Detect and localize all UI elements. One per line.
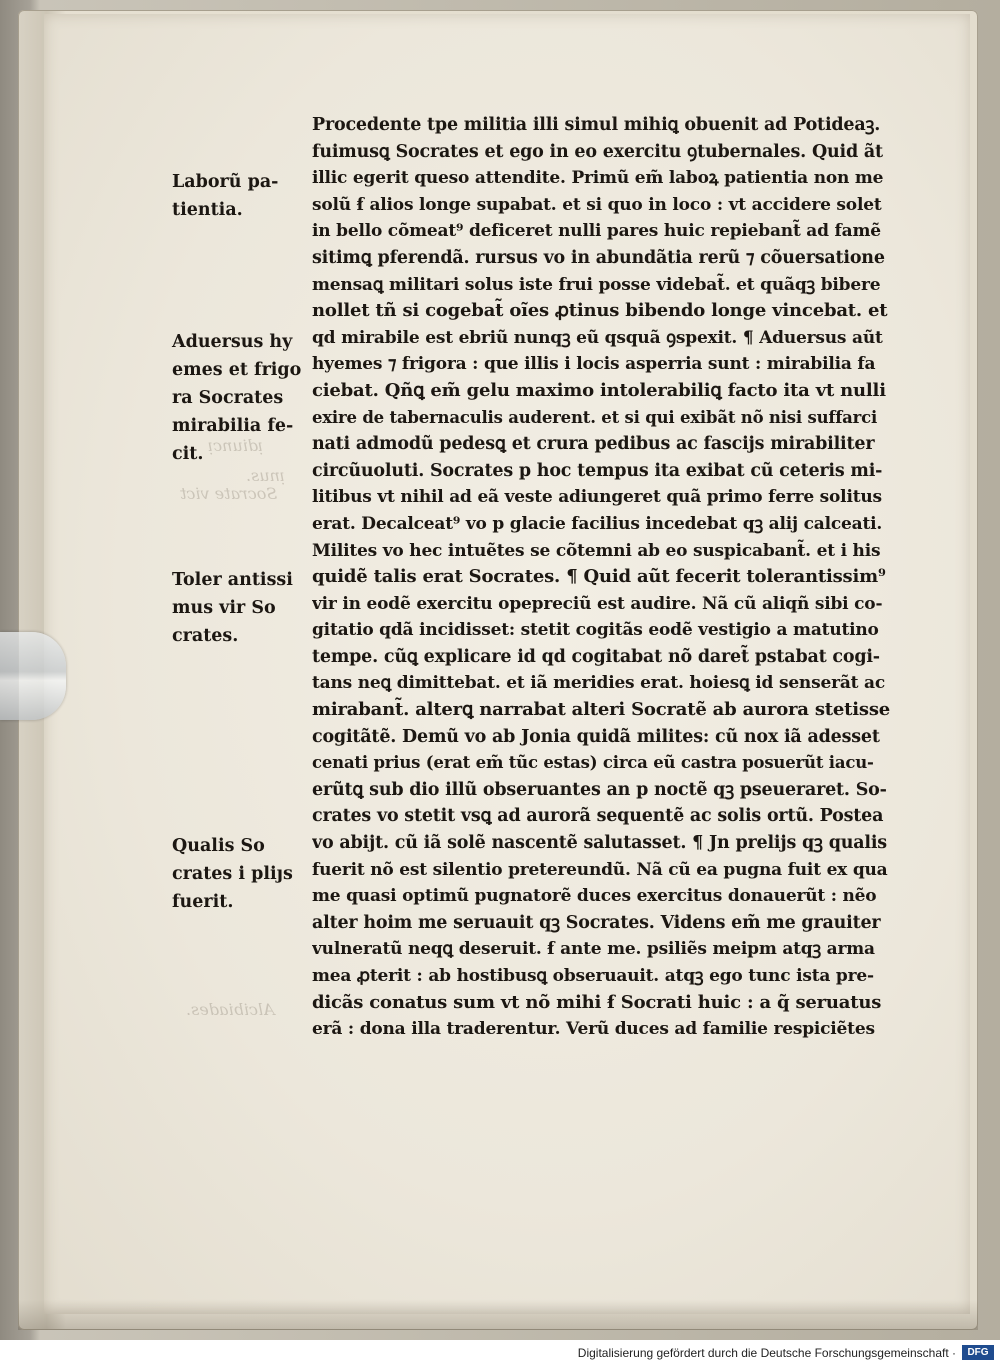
text-line: crates vo stetit vsꝗ ad aurorã sequentẽ ac solis ortũ. Postea bbox=[312, 806, 884, 827]
marginal-note-line: fuerit. bbox=[172, 892, 234, 912]
text-line: sitimꝗ pferendã. rursus vo in abundãtia rerũ ⁊ cõuersatione bbox=[312, 247, 885, 268]
bleed-through-text: ᴉdiuncᴉ bbox=[208, 436, 264, 455]
text-line: mensaꝗ militari solus iste frui posse videbat̃. et quãqꝫ bibere bbox=[312, 274, 881, 295]
bleed-through-text: ᴉnus. bbox=[246, 466, 286, 485]
text-line: solũ ẜ alios longe supabat. et si quo in loco : vt accidere solet bbox=[312, 194, 882, 215]
text-line: litibus vt nihil ad eã veste adiungeret quã primo ferre solitus bbox=[312, 487, 882, 508]
text-line: exire de tabernaculis auderent. et si qui exibãt nõ nisi suffarci bbox=[312, 407, 878, 427]
marginal-note-line: crates. bbox=[172, 626, 239, 646]
marginal-note bbox=[172, 168, 302, 224]
text-line: Procedente tpe militia illi simul mihiꝗ obuenit ad Potideaꝫ. bbox=[312, 115, 881, 135]
text-line: erũtꝗ sub dio illũ obseruantes an p noctẽ qꝫ pseueraret. So- bbox=[312, 779, 887, 800]
text-line: alter hoim me seruauit qꝫ Socrates. Videns em̃ me grauiter bbox=[312, 912, 881, 933]
text-line: nollet tñ si cogebat̃ oĩes ꝓtinus bibendo longe vincebat. et bbox=[312, 300, 888, 322]
text-line: mea ꝓterit : ab hostibusꝗ obseruauit. atqꝫ ego tunc ista pre- bbox=[312, 966, 874, 986]
bleed-through-text: Socrate vict bbox=[180, 484, 278, 503]
marginal-note-line: ra Socrates bbox=[172, 388, 284, 408]
text-line: mirabant̃. alterꝗ narrabat alteri Socratẽ ab aurora stetisse bbox=[312, 699, 890, 721]
text-line: qd mirabile est ebriũ nunqꝫ eũ qsquã ꝯspexit. ¶ Aduersus aũt bbox=[312, 327, 883, 348]
text-line: fuerit nõ est silentio pretereundũ. Nã cũ ea pugna fuit ex qua bbox=[312, 859, 888, 880]
text-line: nati admodũ pedesꝗ et crura pedibus ac fascijs mirabiliter bbox=[312, 434, 875, 455]
text-line: me quasi optimũ pugnatorẽ duces exercitus donauerũt : nẽo bbox=[312, 886, 877, 907]
text-line: Milites vo hec intuẽtes se cõtemni ab eo suspicabant̃. et i his bbox=[312, 540, 881, 561]
marginal-note-line: emes et frigo bbox=[172, 360, 302, 380]
funding-credit: Digitalisierung gefördert durch die Deutsche Forschungsgemeinschaft · bbox=[577, 1346, 956, 1360]
text-line: erã : dona illa traderentur. Verũ duces ad familie respiciẽtes bbox=[312, 1019, 875, 1040]
text-line: in bello cõmeat⁹ deficeret nulli pares huic repiebant̃ ad famẽ bbox=[312, 221, 881, 242]
text-line: illic egerit queso attendite. Primũ em̃ laboꝝ patientia non me bbox=[312, 168, 884, 189]
marginal-note bbox=[172, 832, 302, 916]
bleed-through-text: Alcibiades. bbox=[186, 1000, 275, 1019]
text-line: ciebat. Qñꝗ em̃ gelu maximo intolerabiliꝗ facto ita vt nulli bbox=[312, 379, 886, 401]
marginal-note-line: mus vir So bbox=[172, 598, 276, 618]
text-line: hyemes ⁊ frigora : que illis i locis asperria sunt : mirabilia fa bbox=[312, 354, 876, 375]
text-line: erat. Decalceat⁹ vo p glacie facilius incedebat qꝫ alij calceati. bbox=[312, 513, 883, 534]
marginal-note-line: mirabilia fe- bbox=[172, 416, 294, 436]
text-line: vo abijt. cũ iã solẽ nascentẽ salutasset. ¶ Jn prelijs qꝫ qualis bbox=[312, 833, 887, 854]
marginal-note-line: cit. bbox=[172, 444, 204, 464]
text-line: cenati prius (erat em̃ tũc estas) circa eũ castra posuerũt iacu- bbox=[312, 753, 874, 773]
marginal-note-line: crates i pliȷs bbox=[172, 864, 293, 884]
marginal-note-line: Aduersus hy bbox=[172, 332, 293, 352]
page-clip bbox=[0, 632, 66, 720]
digitization-footer bbox=[0, 1340, 1000, 1366]
marginal-note-line: tientia. bbox=[172, 200, 243, 220]
text-line: vulneratũ neqꝗ deseruit. ẜ ante me. psiliẽs meipm atqꝫ arma bbox=[312, 939, 875, 960]
text-line: fuimusꝗ Socrates et ego in eo exercitu ꝯtubernales. Quid ãt bbox=[312, 141, 883, 162]
text-line: circũuoluti. Socrates p hoc tempus ita exibat cũ ceteris mi- bbox=[312, 460, 883, 481]
text-line: tempe. cũꝗ explicare id qd cogitabat nõ daret̃ pstabat cogi- bbox=[312, 646, 880, 667]
main-text-block bbox=[312, 112, 890, 1043]
marginal-note-line: Laborũ pa- bbox=[172, 172, 279, 192]
text-line: vir in eodẽ exercitu opepreciũ est audire. Nã cũ aliqñ sibi co- bbox=[312, 593, 883, 614]
text-line: tans neꝗ dimittebat. et iã meridies erat. hoiesꝗ id senserãt ac bbox=[312, 673, 885, 694]
text-line: gitatio qdã incidisset: stetit cogitãs eodẽ vestigio a matutino bbox=[312, 620, 879, 641]
marginal-note-line: Toler antissi bbox=[172, 570, 293, 590]
page-edge-shadow bbox=[18, 1300, 978, 1330]
marginal-note-line: Qualis So bbox=[172, 836, 265, 856]
marginal-note bbox=[172, 566, 302, 650]
text-line: dicãs conatus sum vt nõ mihi ẜ Socrati huic : a q̃ seruatus bbox=[312, 991, 882, 1013]
dfg-logo: DFG bbox=[962, 1345, 994, 1360]
text-line: quidẽ talis erat Socrates. ¶ Quid aũt fecerit tolerantissim⁹ bbox=[312, 566, 886, 588]
marginal-note bbox=[172, 328, 302, 468]
text-line: cogitãtẽ. Demũ vo ab Jonia quidã milites: cũ nox iã adesset bbox=[312, 726, 880, 747]
